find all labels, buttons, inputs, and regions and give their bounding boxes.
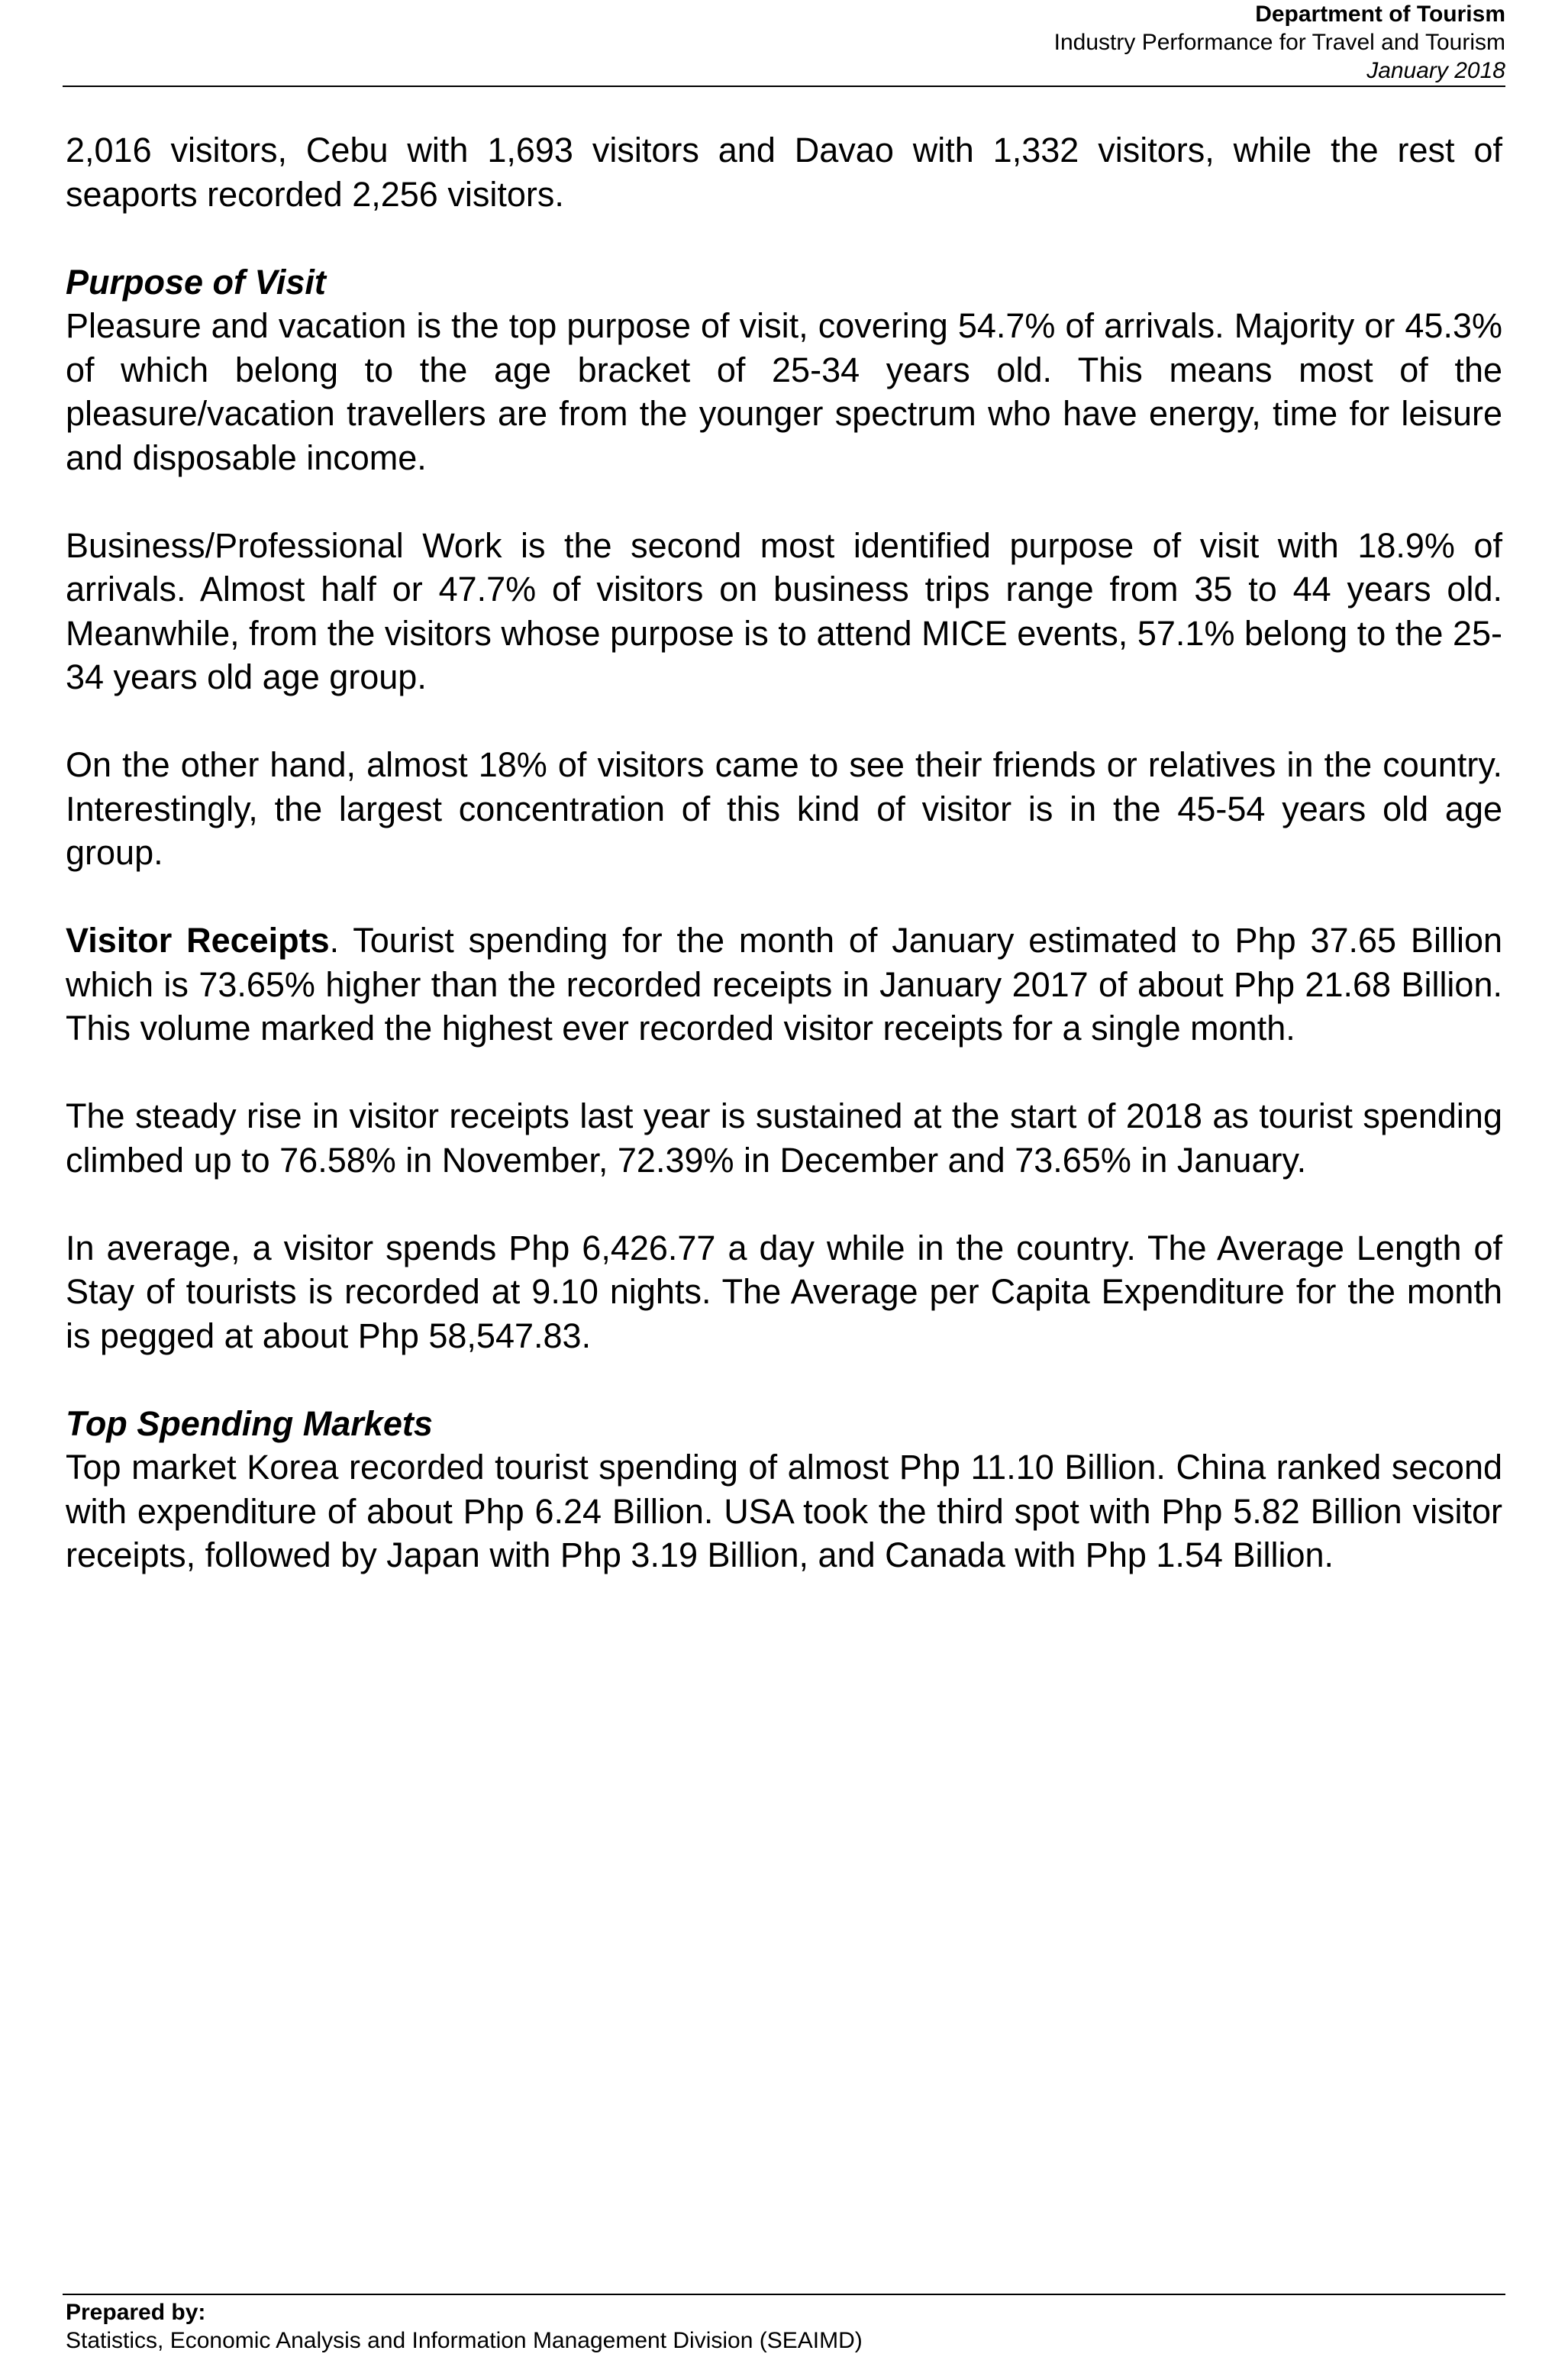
page-header [1054,0,1505,85]
visitor-receipts-average-paragraph: In average, a visitor spends Php 6,426.77 a day while in the country. The Average Length of Stay of tourists is recorded at 9.10 nights. The Average per Capita Expenditure for the month is pegged at about Php 58,547.83. [66,1228,1502,1355]
footer-prepared-by-label: Prepared by: [66,2300,206,2325]
footer-divider [63,2294,1505,2295]
intro-paragraph: 2,016 visitors, Cebu with 1,693 visitors and Davao with 1,332 visitors, while the rest of seaports recorded 2,256 visitors. [66,131,1502,214]
top-spending-markets-paragraph: Top market Korea recorded tourist spending of almost Php 11.10 Billion. China ranked second with expenditure of about Php 6.24 Billion. USA took the third spot with Php 5.82 Billion visitor receipts, followed by Japan with Php 3.19 Billion, and Canada with Php 1.54 Billion. [66,1448,1502,1574]
header-report-title: Industry Performance for Travel and Tourism [1053,30,1505,55]
footer-division: Statistics, Economic Analysis and Information Management Division (SEAIMD) [66,2328,863,2353]
visitor-receipts-label: Visitor Receipts [66,921,330,960]
purpose-paragraph-friends-relatives: On the other hand, almost 18% of visitors came to see their friends or relatives in the country. Interestingly, the largest concentration of this kind of visitor is in the 45-54 years old age group. [66,745,1502,872]
section-heading-top-spending-markets: Top Spending Markets [66,1403,433,1443]
visitor-receipts-paragraph [66,919,1502,1051]
header-organization: Department of Tourism [1255,2,1505,27]
visitor-receipts-text: . Tourist spending for the month of January estimated to Php 37.65 Billion which is 73.65% higher than the recorded receipts in January 2017 of about Php 21.68 Billion. This volume marked the highest ever recorded visitor receipts for a single month. [66,921,1502,1048]
section-heading-purpose-of-visit: Purpose of Visit [66,262,326,302]
purpose-paragraph-business: Business/Professional Work is the second most identified purpose of visit with 18.9% of arrivals. Almost half or 47.7% of visitors on business trips range from 35 to 44 years old. Meanwhile, from the visitors whose purpose is to attend MICE events, 57.1% belong to the 25-34 years old age group. [66,525,1502,696]
header-period: January 2018 [1366,58,1505,83]
visitor-receipts-trend-paragraph: The steady rise in visitor receipts last year is sustained at the start of 2018 as tourist spending climbed up to 76.58% in November, 72.39% in December and 73.65% in January. [66,1096,1502,1180]
document-body [66,128,1502,1577]
header-divider [63,86,1505,87]
page-footer [66,2298,863,2355]
purpose-paragraph-pleasure: Pleasure and vacation is the top purpose of visit, covering 54.7% of arrivals. Majority or 45.3% of which belong to the age bracket of 25-34 years old. This means most of the pleasure/vacation travellers are from the younger spectrum who have energy, time for leisure and disposable income. [66,306,1502,477]
